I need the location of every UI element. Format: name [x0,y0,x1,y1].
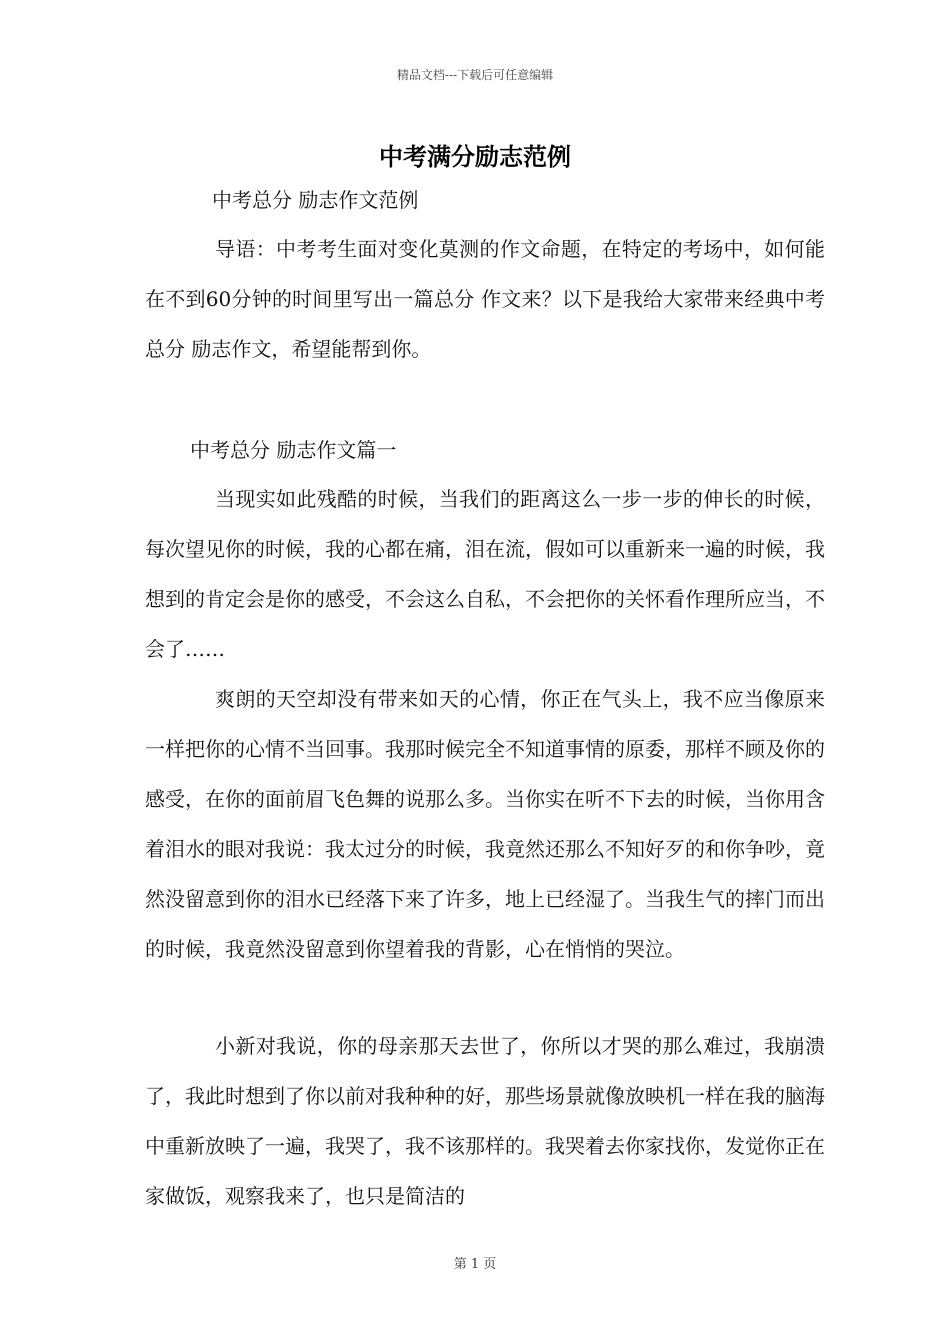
document-subtitle: 中考总分 励志作文范例 [212,188,419,212]
body-paragraph-3: 小新对我说，你的母亲那天去世了，你所以才哭的那么难过，我崩溃了，我此时想到了你以前对我种种的好，那些场景就像放映机一样在我的脑海中重新放映了一遍，我哭了，我不该那样的。我哭着去你家找你，发觉你正在家做饭，观察我来了，也只是简洁的 [145,1034,825,1208]
page-number: 第 1 页 [453,1257,497,1272]
header-note: 精品文档---下载后可任意编辑 [396,68,554,82]
section-heading: 中考总分 励志作文篇一 [190,438,397,462]
document-title: 中考满分励志范例 [379,142,571,171]
body-paragraph-2: 爽朗的天空却没有带来如天的心情，你正在气头上，我不应当像原来一样把你的心情不当回事。我那时候完全不知道事情的原委，那样不顾及你的感受，在你的面前眉飞色舞的说那么多。当你实在听不下去的时候，当你用含着泪水的眼对我说：我太过分的时候，我竟然还那么不知好歹的和你争吵，竟然没留意到你的泪水已经落下来了许多，地上已经湿了。当我生气的摔门而出的时候，我竟然没留意到你望着我的背影，心在悄悄的哭泣。 [145,687,825,961]
body-paragraph-1: 当现实如此残酷的时候，当我们的距离这么一步一步的伸长的时候，每次望见你的时候，我的心都在痛，泪在流，假如可以重新来一遍的时候，我想到的肯定会是你的感受，不会这么自私，不会把你的关怀看作理所应当，不会了…… [145,487,825,661]
intro-paragraph: 导语：中考考生面对变化莫测的作文命题，在特定的考场中，如何能在不到60分钟的时间里写出一篇总分 作文来？以下是我给大家带来经典中考总分 励志作文，希望能帮到你。 [145,237,825,361]
